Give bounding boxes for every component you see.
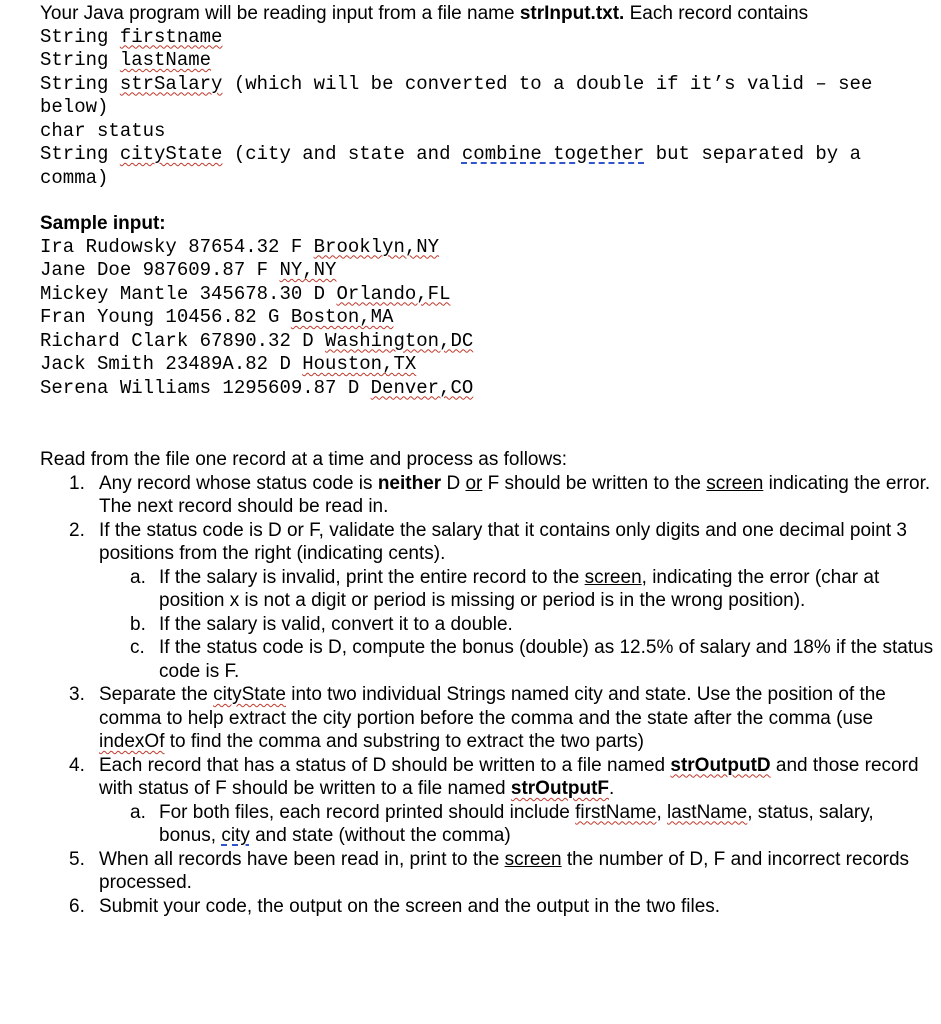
step-number: 6.: [69, 895, 85, 917]
field-lastname: String lastName: [40, 49, 212, 71]
intro-text-1: Your Java program will be reading input from a file name: [40, 3, 520, 24]
output-file-d: strOutputD: [670, 754, 771, 776]
process-steps-list: [40, 472, 935, 919]
output-file-f: strOutputF: [510, 778, 610, 799]
sample-record: Richard Clark 67890.32 D Washington,DC: [40, 329, 474, 352]
step-number: 1.: [69, 472, 85, 494]
step-5: 5. When all records have been read in, print to the screen the number of D, F and incorrect records processed.: [69, 848, 910, 893]
input-file-name: strInput.txt.: [519, 3, 625, 24]
step-2a: a. If the salary is invalid, print the entire record to the screen, indicating the error (char at position x is not a digit or period is missing or period is in the wrong position).: [130, 566, 880, 611]
substep-letter: a.: [130, 801, 146, 823]
field-citystate: String cityState (city and state and combine together but separated by a comma): [40, 143, 861, 189]
field-status: char status: [40, 119, 166, 142]
field-firstname: String firstname: [40, 25, 223, 48]
step-3: 3. Separate the cityState into two individual Strings named city and state. Use the position of the comma to help extract the city portion before the comma and the state after the comma (use indexOf to find the comma and substring to extract the two parts): [69, 684, 886, 752]
intro-text-2: Each record contains: [624, 3, 809, 24]
field-strsalary: String strSalary (which will be converted to a double if it’s valid – see below): [40, 72, 873, 118]
step-number: 4.: [69, 754, 85, 776]
sample-record: Fran Young 10456.82 G Boston,MA: [40, 306, 394, 328]
sample-input-records: [40, 236, 935, 401]
step-2-substeps: [99, 566, 935, 684]
substep-letter: c.: [130, 637, 145, 658]
sample-input-heading: Sample input:: [40, 213, 166, 234]
step-1: 1. Any record whose status code is neither D or F should be written to the screen indicating the error. The next record should be read in.: [69, 472, 931, 517]
step-2b: b. If the salary is valid, convert it to a double.: [130, 613, 513, 635]
intro-paragraph: [40, 2, 935, 26]
step-2c: c. If the status code is D, compute the bonus (double) as 12.5% of salary and 18% if the status code is F.: [130, 637, 934, 682]
sample-record: Jane Doe 987609.87 F NY,NY: [40, 259, 337, 281]
step-4a: a. For both files, each record printed should include firstName, lastName, status, salary, bonus, city and state (without the comma): [130, 801, 874, 846]
substep-letter: b.: [130, 613, 146, 635]
step-number: 5.: [69, 848, 85, 870]
step-4: 4. Each record that has a status of D should be written to a file named strOutputD and those record with status of F should be written to a file named strOutputF. a. For both files, each record printed should include firstName, lastName, status, salary, bonus, city and state (without the comma): [99, 754, 935, 848]
record-fields-list: [40, 26, 935, 191]
step-6: 6. Submit your code, the output on the screen and the output in the two files.: [69, 895, 721, 917]
sample-record: Serena Williams 1295609.87 D Denver,CO: [40, 376, 474, 399]
substep-letter: a.: [130, 566, 146, 588]
assignment-document: [40, 2, 935, 918]
step-number: 3.: [69, 684, 85, 705]
sample-record: Mickey Mantle 345678.30 D Orlando,FL: [40, 282, 451, 305]
step-2: 2. If the status code is D or F, validate the salary that it contains only digits and one decimal point 3 positions from the right (indicating cents). a. If the salary is invalid, print the entire record to the screen, indicating the error (char at position x is not a digit or period is missing or period is in the wrong position). b. If the salary is valid, convert it to a double. c. If the status code is D, compute the bonus (double) as 12.5% of salary and 18% if the status code is F.: [69, 519, 934, 682]
sample-record: Jack Smith 23489A.82 D Houston,TX: [40, 353, 417, 375]
step-number: 2.: [69, 519, 85, 541]
sample-record: Ira Rudowsky 87654.32 F Brooklyn,NY: [40, 235, 440, 258]
step-4-substeps: [99, 801, 935, 848]
process-intro: Read from the file one record at a time and process as follows:: [40, 449, 567, 470]
